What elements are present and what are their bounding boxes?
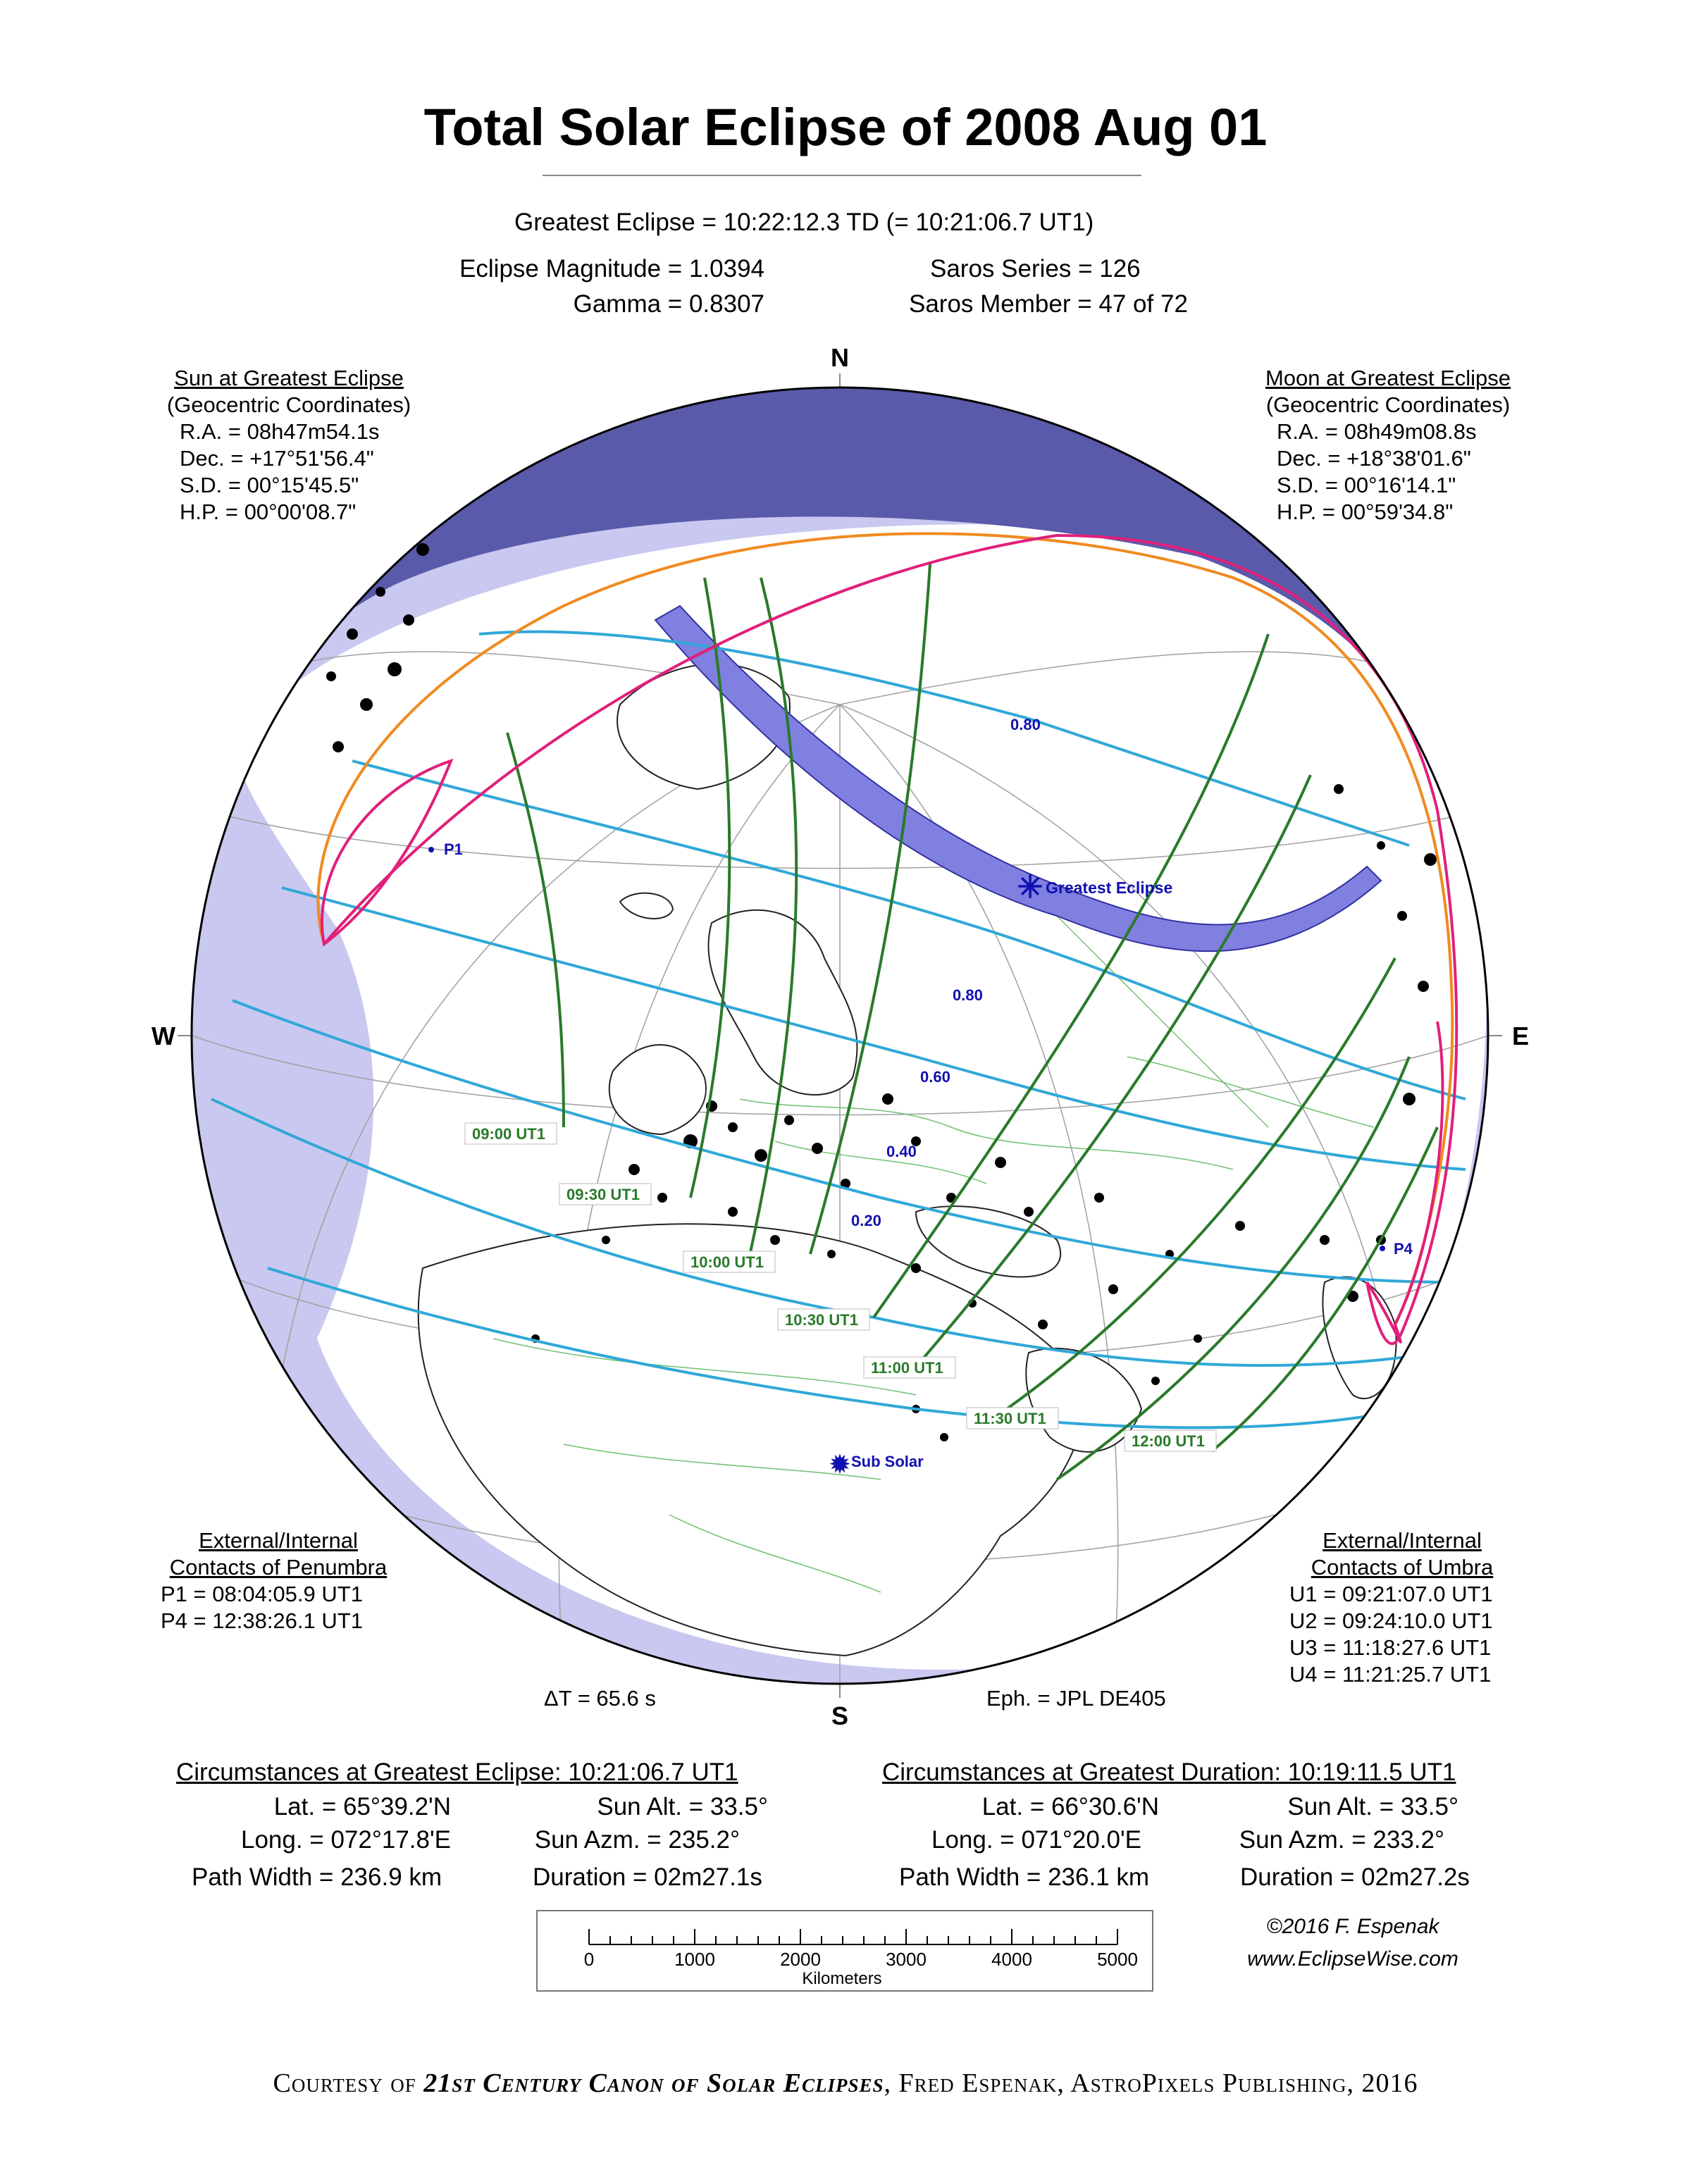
circ-duration-sun-alt: Sun Alt. = 33.5° bbox=[1287, 1793, 1458, 1820]
sub-solar-label: Sub Solar bbox=[851, 1453, 924, 1470]
sun-subheading: (Geocentric Coordinates) bbox=[166, 392, 411, 417]
contact-u4: U4 = 11:21:25.7 UT1 bbox=[1289, 1662, 1492, 1687]
compass-west: W bbox=[151, 1022, 175, 1050]
penumbra-heading-1: External/Internal bbox=[199, 1528, 358, 1553]
circ-duration-duration: Duration = 02m27.2s bbox=[1240, 1863, 1470, 1891]
sub-solar-icon: ✹ bbox=[829, 1451, 850, 1478]
sun-sd: S.D. = 00°15'45.5" bbox=[180, 473, 359, 497]
footer-courtesy bbox=[0, 2068, 1691, 2099]
eclipse-magnitude: Eclipse Magnitude = 1.0394 bbox=[459, 255, 764, 283]
circ-greatest-long: Long. = 072°17.8'E bbox=[240, 1826, 451, 1854]
scale-unit: Kilometers bbox=[802, 1969, 882, 1988]
compass-south: S bbox=[831, 1701, 849, 1730]
magnitude-label-080-top: 0.80 bbox=[1010, 716, 1041, 733]
scale-tick-label: 4000 bbox=[991, 1949, 1032, 1970]
sun-ra: R.A. = 08h47m54.1s bbox=[180, 419, 380, 444]
circ-greatest-path-width: Path Width = 236.9 km bbox=[192, 1863, 442, 1891]
time-label-1100: 11:00 UT1 bbox=[871, 1359, 943, 1377]
contact-u3: U3 = 11:18:27.6 UT1 bbox=[1289, 1635, 1492, 1660]
circ-duration-long: Long. = 071°20.0'E bbox=[931, 1826, 1141, 1854]
moon-heading: Moon at Greatest Eclipse bbox=[1265, 366, 1511, 390]
magnitude-label-040: 0.40 bbox=[886, 1143, 917, 1160]
saros-series: Saros Series = 126 bbox=[930, 255, 1141, 283]
moon-hp: H.P. = 00°59'34.8" bbox=[1277, 500, 1454, 524]
time-label-1130: 11:30 UT1 bbox=[974, 1410, 1046, 1427]
scale-tick-label: 0 bbox=[583, 1949, 595, 1970]
umbra-contacts bbox=[1289, 1527, 1515, 1688]
scale-tick-label: 1000 bbox=[674, 1949, 715, 1970]
footer-pre: Courtesy of bbox=[273, 2068, 424, 2098]
time-label-0930: 09:30 UT1 bbox=[566, 1186, 640, 1203]
umbra-heading-1: External/Internal bbox=[1323, 1528, 1482, 1553]
penumbra-contacts bbox=[155, 1527, 402, 1634]
umbra-heading-2: Contacts of Umbra bbox=[1311, 1555, 1494, 1580]
delta-t: ΔT = 65.6 s bbox=[544, 1686, 656, 1711]
sun-hp: H.P. = 00°00'08.7" bbox=[180, 500, 357, 524]
magnitude-label-080-mid: 0.80 bbox=[953, 986, 983, 1004]
greatest-eclipse-label: Greatest Eclipse bbox=[1046, 879, 1173, 897]
magnitude-label-060: 0.60 bbox=[920, 1068, 950, 1086]
credit-url: www.EclipseWise.com bbox=[1247, 1947, 1458, 1971]
time-label-1030: 10:30 UT1 bbox=[785, 1311, 858, 1329]
compass-north: N bbox=[831, 343, 849, 372]
saros-member: Saros Member = 47 of 72 bbox=[909, 290, 1188, 318]
time-label-1200: 12:00 UT1 bbox=[1132, 1432, 1205, 1450]
copyright: ©2016 F. Espenak bbox=[1266, 1915, 1439, 1938]
contact-p1: P1 = 08:04:05.9 UT1 bbox=[161, 1582, 363, 1606]
greatest-eclipse-time: Greatest Eclipse = 10:22:12.3 TD (= 10:21:06.7 UT1) bbox=[514, 209, 1094, 236]
p1-label: P1 bbox=[444, 840, 463, 858]
scale-tick-label: 2000 bbox=[780, 1949, 821, 1970]
greatest-eclipse-icon: ✳ bbox=[1017, 870, 1043, 905]
scale-tick-label: 3000 bbox=[886, 1949, 927, 1970]
contact-p4: P4 = 12:38:26.1 UT1 bbox=[161, 1608, 363, 1633]
p4-label: P4 bbox=[1394, 1240, 1413, 1258]
gamma: Gamma = 0.8307 bbox=[573, 290, 764, 318]
circ-duration-lat: Lat. = 66°30.6'N bbox=[981, 1793, 1159, 1820]
circ-greatest-sun-alt: Sun Alt. = 33.5° bbox=[597, 1793, 768, 1820]
contact-u1: U1 = 09:21:07.0 UT1 bbox=[1289, 1582, 1493, 1606]
magnitude-label-020: 0.20 bbox=[851, 1212, 881, 1229]
circ-greatest-sun-azm: Sun Azm. = 235.2° bbox=[534, 1826, 740, 1854]
time-label-1000: 10:00 UT1 bbox=[690, 1253, 764, 1271]
time-label-0900: 09:00 UT1 bbox=[472, 1125, 545, 1143]
circ-duration-sun-azm: Sun Azm. = 233.2° bbox=[1239, 1826, 1444, 1854]
circ-greatest-duration: Duration = 02m27.1s bbox=[533, 1863, 762, 1891]
compass-east: E bbox=[1511, 1022, 1530, 1050]
footer-book: 21st Century Canon of Solar Eclipses bbox=[423, 2068, 884, 2098]
footer-post: , Fred Espenak, AstroPixels Publishing, 2016 bbox=[884, 2068, 1418, 2098]
circ-greatest-lat: Lat. = 65°39.2'N bbox=[273, 1793, 451, 1820]
moon-dec: Dec. = +18°38'01.6" bbox=[1277, 446, 1471, 471]
ephemeris: Eph. = JPL DE405 bbox=[986, 1686, 1166, 1711]
circ-duration-path-width: Path Width = 236.1 km bbox=[899, 1863, 1150, 1891]
page-title: Total Solar Eclipse of 2008 Aug 01 bbox=[423, 98, 1268, 156]
moon-ra: R.A. = 08h49m08.8s bbox=[1277, 419, 1477, 444]
circ-greatest-heading: Circumstances at Greatest Eclipse: 10:21:06.7 UT1 bbox=[176, 1758, 738, 1786]
scale-tick-label: 5000 bbox=[1097, 1949, 1138, 1970]
moon-subheading: (Geocentric Coordinates) bbox=[1265, 392, 1511, 417]
circ-duration-heading: Circumstances at Greatest Duration: 10:19:11.5 UT1 bbox=[882, 1758, 1456, 1786]
penumbra-heading-2: Contacts of Penumbra bbox=[169, 1555, 388, 1580]
scale-bar bbox=[535, 1909, 1156, 1994]
moon-sd: S.D. = 00°16'14.1" bbox=[1277, 473, 1456, 497]
contact-u2: U2 = 09:24:10.0 UT1 bbox=[1289, 1608, 1493, 1633]
sun-dec: Dec. = +17°51'56.4" bbox=[180, 446, 374, 471]
sun-heading: Sun at Greatest Eclipse bbox=[174, 366, 404, 390]
